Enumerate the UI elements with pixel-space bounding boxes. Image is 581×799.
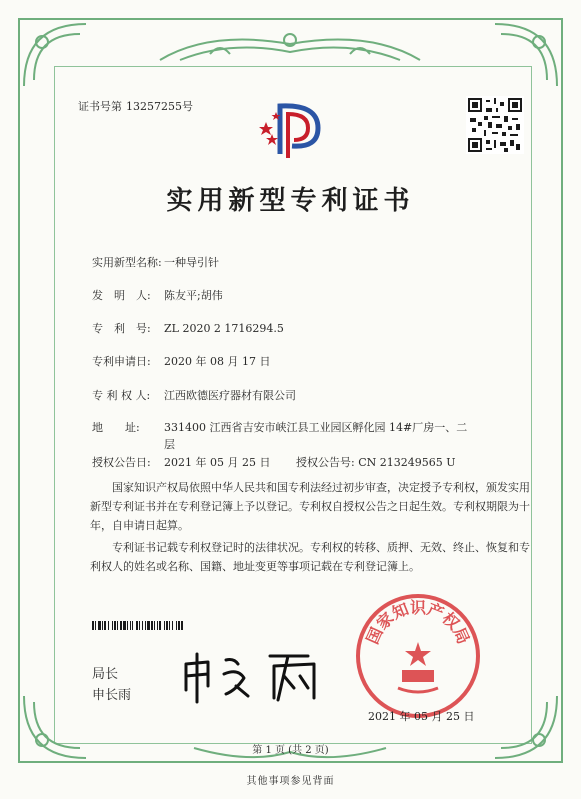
legal-status-paragraph: 专利证书记载专利权登记时的法律状况。专利权的转移、质押、无效、终止、恢复和专利权人的姓名或名称、国籍、地址变更等事项记载在专利登记簿上。 <box>90 541 530 573</box>
certificate-number-label: 证书号第 <box>78 100 122 113</box>
grant-announcement-number-value: CN 213249565 U <box>358 456 456 469</box>
certificate-number-value: 13257255 <box>126 100 182 113</box>
certificate-title: 实用新型专利证书 <box>166 186 415 216</box>
filing-date-label: 专利申请日: <box>92 355 151 368</box>
utility-model-name-row <box>92 254 219 270</box>
certificate-number-suffix: 号 <box>182 100 193 113</box>
grant-announcement-number-label: 授权公告号: <box>296 456 355 469</box>
inventors-row <box>92 287 223 303</box>
address-row <box>92 419 474 453</box>
patentee-label: 专 利 权 人: <box>92 389 151 402</box>
page-number: 第 1 页 (共 2 页) <box>252 745 329 756</box>
svg-text:国家知识产权局: 国家知识产权局 <box>362 598 474 647</box>
director-name: 申长雨 <box>92 688 132 703</box>
patent-number-label: 专 利 号: <box>92 322 151 335</box>
official-seal <box>354 592 482 720</box>
patent-number-value: ZL 2020 2 1716294.5 <box>164 322 284 335</box>
barcode <box>92 621 270 630</box>
filing-date-value: 2020 年 08 月 17 日 <box>164 355 271 368</box>
patent-number-row <box>92 320 284 336</box>
patent-office-logo <box>258 96 328 166</box>
filing-date-row <box>92 353 270 369</box>
seal-date: 2021 年 05 月 25 日 <box>368 710 475 723</box>
grant-announcement-date-label: 授权公告日: <box>92 456 151 469</box>
inventors-value: 陈友平;胡伟 <box>164 289 223 302</box>
top-right-corner-ornament <box>491 20 561 90</box>
utility-model-name-value: 一种导引针 <box>164 256 219 269</box>
grant-announcement-date-row <box>92 454 270 470</box>
utility-model-name-label: 实用新型名称: <box>92 256 162 269</box>
inventors-label: 发 明 人: <box>92 289 151 302</box>
patentee-value: 江西欧德医疗器材有限公司 <box>164 389 296 402</box>
grant-announcement-date-value: 2021 年 05 月 25 日 <box>164 456 271 469</box>
certificate-number <box>78 98 193 114</box>
grant-statement-paragraph: 国家知识产权局依照中华人民共和国专利法经过初步审查，决定授予专利权，颁发实用新型专利证书并在专利登记簿上予以登记。专利权自授权公告之日起生效。专利权期限为十年，自申请日起算。 <box>90 481 530 532</box>
director-title: 局长 <box>92 667 119 682</box>
grant-announcement-number-row <box>296 454 456 470</box>
footer-note: 其他事项参见背面 <box>246 776 335 787</box>
address-label: 地 址: <box>92 421 140 434</box>
top-left-corner-ornament <box>20 20 90 90</box>
qr-code <box>466 96 524 154</box>
top-ornament <box>150 30 430 66</box>
director-handwritten-signature <box>178 650 328 705</box>
address-value: 331400 江西省吉安市峡江县工业园区孵化园 14#厂房一、二层 <box>164 421 468 451</box>
patentee-row <box>92 387 296 403</box>
